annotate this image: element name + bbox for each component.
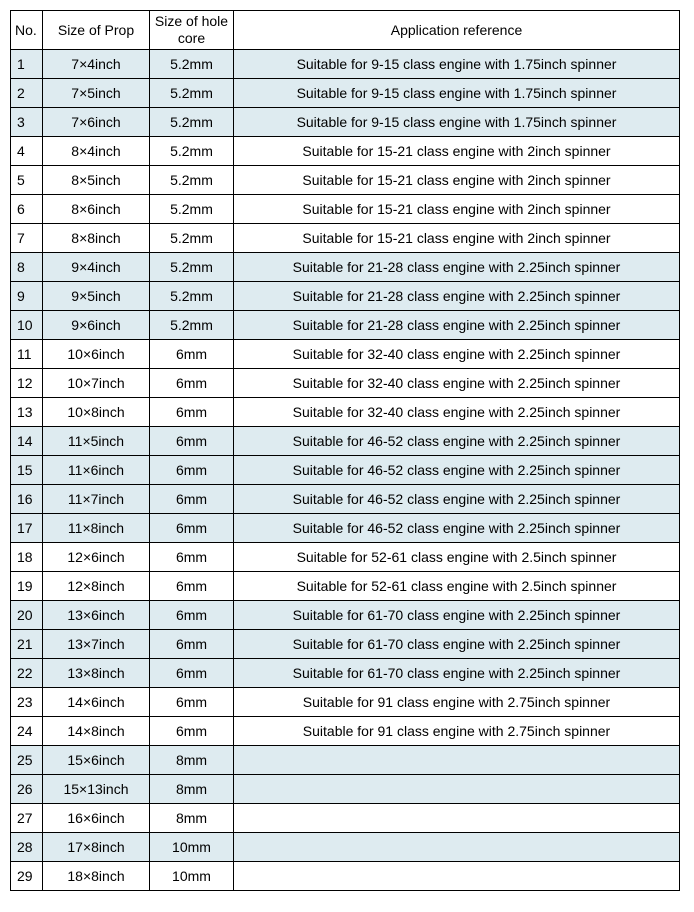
cell-application: Suitable for 32-40 class engine with 2.25inch spinner [234,369,680,398]
cell-application: Suitable for 9-15 class engine with 1.75inch spinner [234,50,680,79]
cell-application: Suitable for 21-28 class engine with 2.25inch spinner [234,311,680,340]
cell-application: Suitable for 61-70 class engine with 2.25inch spinner [234,659,680,688]
cell-no: 20 [11,601,43,630]
cell-no: 3 [11,108,43,137]
cell-prop-size: 11×5inch [43,427,150,456]
cell-application: Suitable for 15-21 class engine with 2inch spinner [234,166,680,195]
cell-application: Suitable for 61-70 class engine with 2.25inch spinner [234,630,680,659]
cell-prop-size: 14×8inch [43,717,150,746]
table-row [11,601,680,630]
cell-application: Suitable for 21-28 class engine with 2.25inch spinner [234,282,680,311]
cell-prop-size: 11×7inch [43,485,150,514]
cell-application [234,775,680,804]
cell-hole-core: 6mm [150,398,234,427]
cell-no: 12 [11,369,43,398]
table-body [11,50,680,891]
cell-hole-core: 10mm [150,862,234,891]
table-row [11,572,680,601]
cell-no: 23 [11,688,43,717]
cell-prop-size: 12×6inch [43,543,150,572]
cell-application [234,833,680,862]
cell-application: Suitable for 91 class engine with 2.75inch spinner [234,688,680,717]
table-row [11,166,680,195]
cell-prop-size: 17×8inch [43,833,150,862]
cell-no: 13 [11,398,43,427]
cell-no: 18 [11,543,43,572]
cell-no: 2 [11,79,43,108]
cell-application: Suitable for 61-70 class engine with 2.25inch spinner [234,601,680,630]
header-no: No. [11,11,43,50]
cell-application: Suitable for 32-40 class engine with 2.25inch spinner [234,340,680,369]
cell-prop-size: 9×5inch [43,282,150,311]
cell-prop-size: 11×6inch [43,456,150,485]
cell-hole-core: 6mm [150,688,234,717]
cell-prop-size: 7×4inch [43,50,150,79]
cell-no: 19 [11,572,43,601]
cell-application: Suitable for 46-52 class engine with 2.25inch spinner [234,456,680,485]
cell-hole-core: 6mm [150,369,234,398]
cell-no: 10 [11,311,43,340]
table-row [11,456,680,485]
cell-hole-core: 5.2mm [150,79,234,108]
cell-no: 14 [11,427,43,456]
cell-prop-size: 10×8inch [43,398,150,427]
cell-no: 7 [11,224,43,253]
cell-hole-core: 6mm [150,601,234,630]
header-prop-size: Size of Prop [43,11,150,50]
cell-no: 1 [11,50,43,79]
cell-no: 22 [11,659,43,688]
cell-prop-size: 8×6inch [43,195,150,224]
cell-no: 21 [11,630,43,659]
cell-no: 9 [11,282,43,311]
cell-prop-size: 13×6inch [43,601,150,630]
cell-hole-core: 6mm [150,572,234,601]
cell-hole-core: 6mm [150,717,234,746]
table-row [11,282,680,311]
cell-no: 26 [11,775,43,804]
cell-prop-size: 11×8inch [43,514,150,543]
cell-hole-core: 6mm [150,630,234,659]
cell-no: 27 [11,804,43,833]
cell-hole-core: 6mm [150,543,234,572]
cell-prop-size: 12×8inch [43,572,150,601]
cell-prop-size: 10×6inch [43,340,150,369]
table-row [11,427,680,456]
table-row [11,369,680,398]
cell-hole-core: 10mm [150,833,234,862]
cell-hole-core: 5.2mm [150,50,234,79]
table-row [11,746,680,775]
cell-application: Suitable for 52-61 class engine with 2.5inch spinner [234,572,680,601]
cell-no: 17 [11,514,43,543]
cell-hole-core: 5.2mm [150,166,234,195]
cell-application: Suitable for 15-21 class engine with 2inch spinner [234,195,680,224]
cell-hole-core: 5.2mm [150,224,234,253]
cell-prop-size: 8×5inch [43,166,150,195]
table-row [11,514,680,543]
cell-prop-size: 16×6inch [43,804,150,833]
cell-application: Suitable for 32-40 class engine with 2.25inch spinner [234,398,680,427]
cell-prop-size: 15×13inch [43,775,150,804]
cell-application: Suitable for 46-52 class engine with 2.25inch spinner [234,485,680,514]
cell-hole-core: 5.2mm [150,282,234,311]
cell-prop-size: 18×8inch [43,862,150,891]
table-row [11,224,680,253]
table-row [11,717,680,746]
table-row [11,804,680,833]
cell-hole-core: 8mm [150,746,234,775]
header-hole-core: Size of hole core [150,11,234,50]
table-row [11,485,680,514]
cell-application [234,862,680,891]
cell-prop-size: 8×8inch [43,224,150,253]
cell-hole-core: 6mm [150,659,234,688]
cell-no: 24 [11,717,43,746]
cell-no: 29 [11,862,43,891]
cell-prop-size: 13×8inch [43,659,150,688]
cell-application: Suitable for 91 class engine with 2.75inch spinner [234,717,680,746]
cell-prop-size: 9×4inch [43,253,150,282]
cell-hole-core: 8mm [150,775,234,804]
cell-application [234,746,680,775]
cell-hole-core: 5.2mm [150,137,234,166]
cell-application: Suitable for 46-52 class engine with 2.25inch spinner [234,427,680,456]
cell-prop-size: 14×6inch [43,688,150,717]
header-application: Application reference [234,11,680,50]
table-row [11,688,680,717]
cell-application: Suitable for 15-21 class engine with 2inch spinner [234,137,680,166]
table-row [11,833,680,862]
header-row [11,11,680,50]
cell-no: 16 [11,485,43,514]
table-row [11,775,680,804]
cell-hole-core: 5.2mm [150,253,234,282]
cell-application: Suitable for 46-52 class engine with 2.25inch spinner [234,514,680,543]
table-row [11,659,680,688]
cell-prop-size: 9×6inch [43,311,150,340]
cell-no: 28 [11,833,43,862]
table-row [11,137,680,166]
cell-no: 6 [11,195,43,224]
cell-hole-core: 8mm [150,804,234,833]
cell-prop-size: 10×7inch [43,369,150,398]
table-row [11,340,680,369]
cell-hole-core: 5.2mm [150,311,234,340]
cell-hole-core: 5.2mm [150,195,234,224]
cell-hole-core: 6mm [150,340,234,369]
table-row [11,630,680,659]
cell-prop-size: 15×6inch [43,746,150,775]
cell-no: 8 [11,253,43,282]
table-row [11,398,680,427]
cell-application: Suitable for 9-15 class engine with 1.75inch spinner [234,79,680,108]
table-row [11,543,680,572]
table-row [11,79,680,108]
cell-hole-core: 6mm [150,427,234,456]
cell-no: 15 [11,456,43,485]
table-row [11,862,680,891]
cell-prop-size: 13×7inch [43,630,150,659]
cell-prop-size: 7×6inch [43,108,150,137]
cell-prop-size: 8×4inch [43,137,150,166]
table-row [11,108,680,137]
cell-application [234,804,680,833]
cell-no: 4 [11,137,43,166]
cell-hole-core: 5.2mm [150,108,234,137]
cell-application: Suitable for 21-28 class engine with 2.25inch spinner [234,253,680,282]
prop-size-table [10,10,680,891]
cell-no: 25 [11,746,43,775]
cell-application: Suitable for 52-61 class engine with 2.5inch spinner [234,543,680,572]
prop-size-table-container [10,10,680,891]
cell-hole-core: 6mm [150,485,234,514]
cell-application: Suitable for 15-21 class engine with 2inch spinner [234,224,680,253]
cell-hole-core: 6mm [150,456,234,485]
table-row [11,253,680,282]
table-row [11,50,680,79]
cell-no: 11 [11,340,43,369]
table-row [11,195,680,224]
cell-prop-size: 7×5inch [43,79,150,108]
cell-no: 5 [11,166,43,195]
table-row [11,311,680,340]
cell-application: Suitable for 9-15 class engine with 1.75inch spinner [234,108,680,137]
cell-hole-core: 6mm [150,514,234,543]
